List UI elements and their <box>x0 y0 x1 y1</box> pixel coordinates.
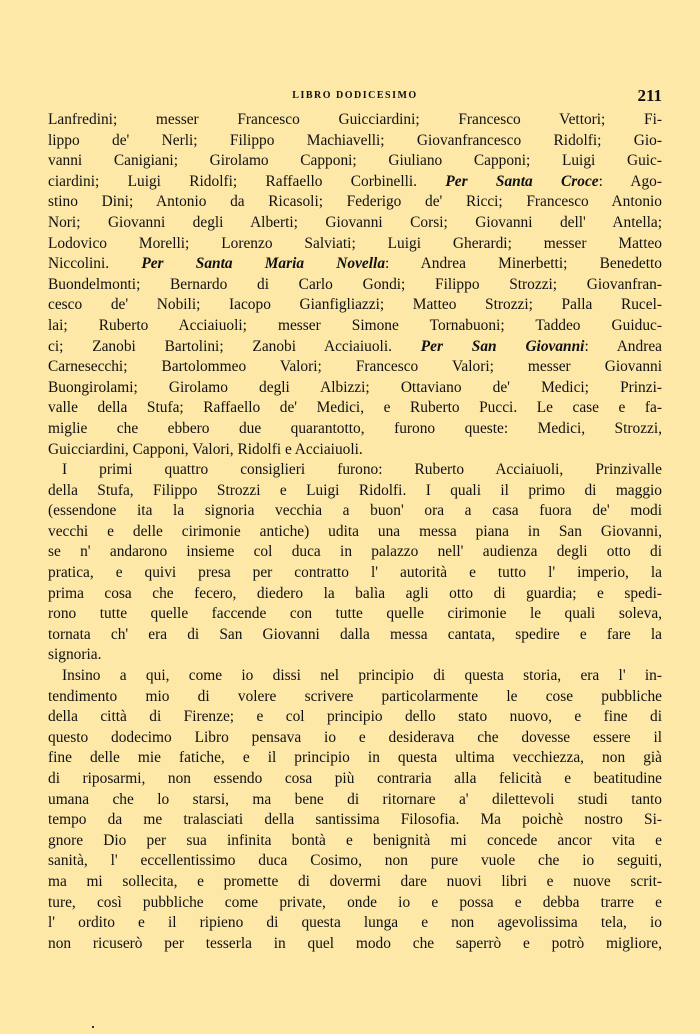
text-line: Buondelmonti; Bernardo di Carlo Gondi; Filippo Strozzi; Giovanfran- <box>48 275 662 293</box>
text-line: della Stufa, Filippo Strozzi e Luigi Ridolfi. I quali il primo di maggio <box>48 481 662 499</box>
text-segment: : Ago- <box>598 172 662 190</box>
text-line: stino Dini; Antonio da Ricasoli; Federigo de' Ricci; Francesco Antonio <box>48 193 662 211</box>
running-head <box>48 86 662 108</box>
text-line: Carnesecchi; Bartolommeo Valori; Francesco Valori; messer Giovanni <box>48 358 662 376</box>
text-segment: ci; Zanobi Bartolini; Zanobi Acciaiuoli. <box>48 337 421 355</box>
text-line: I primi quattro consiglieri furono: Ruberto Acciaiuoli, Prinzivalle <box>62 461 662 479</box>
text-line: di riposarmi, non essendo cosa più contraria alla felicità e beatitudine <box>48 770 662 787</box>
text-line <box>48 172 662 193</box>
text-line: umana che lo starsi, ma bene di ritornare a' dilettevoli studi tanto <box>48 790 662 808</box>
text-line: ture, così pubbliche come private, onde io e possa e debba trarre e <box>48 893 662 911</box>
text-line: tornata ch' era di San Giovanni dalla messa cantata, spedire e fare la <box>48 625 662 643</box>
text-line <box>48 337 662 358</box>
page-number: 211 <box>637 86 662 105</box>
text-line: rono tutte quelle faccende con tutte quelle cirimonie le quali soleva, <box>48 605 662 623</box>
text-line: gnore Dio per sua infinita bontà e benignità mi concede ancor vita e <box>48 831 662 849</box>
text-line: sanità, l' eccellentissimo duca Cosimo, non pure vuole che io seguiti, <box>48 852 662 870</box>
text-line: non ricuserò per tesserla in quel modo che saperrò e potrò migliore, <box>48 934 662 952</box>
church-heading: Per San Giovanni <box>420 337 585 355</box>
book-page <box>48 86 662 954</box>
text-segment: Niccolini. <box>48 255 142 273</box>
text-line: se n' andarono insieme col duca in palazzo nell' audienza degli otto di <box>48 543 662 561</box>
text-line: tempo da me tralasciati della santissima Filosofia. Ma poichè nostro Si- <box>48 811 662 829</box>
church-heading: Per Santa Maria Novella <box>141 255 386 273</box>
text-line: questo dodecimo Libro pensava io e desiderava che dovesse essere il <box>48 728 662 746</box>
text-line: della città di Firenze; e col principio dello stato nuovo, e fine di <box>48 708 662 726</box>
text-line: cesco de' Nobili; Iacopo Gianfigliazzi; Matteo Strozzi; Palla Rucel- <box>48 296 662 314</box>
text-line: pratica, e quivi presa per contratto l' autorità e tutto l' imperio, la <box>48 564 662 582</box>
text-line: signoria. <box>48 646 102 664</box>
text-line: valle della Stufa; Raffaello de' Medici, e Ruberto Pucci. Le case e fa- <box>48 399 662 417</box>
text-line: ma mi sollecita, e promette di dovermi dare nuovi libri e nuove scrit- <box>48 872 662 890</box>
text-line: vanni Canigiani; Girolamo Capponi; Giuliano Capponi; Luigi Guic- <box>48 152 662 170</box>
text-line: Insino a qui, come io dissi nel principio di questa storia, era l' in- <box>62 667 662 685</box>
text-line: tendimento mio di volere scrivere particolarmente le cose pubbliche <box>48 687 662 705</box>
text-line: Lodovico Morelli; Lorenzo Salviati; Luigi Gherardi; messer Matteo <box>48 234 662 252</box>
text-line: prima cosa che fecero, diedero la balìa agli otto di guardia; e spedi- <box>48 584 662 602</box>
text-line: lai; Ruberto Acciaiuoli; messer Simone Tornabuoni; Taddeo Guiduc- <box>48 316 662 334</box>
text-line: Lanfredini; messer Francesco Guicciardini; Francesco Vettori; Fi- <box>48 111 662 128</box>
text-line: lippo de' Nerli; Filippo Machiavelli; Giovanfrancesco Ridolfi; Gio- <box>48 131 662 149</box>
text-line: (essendone ita la signoria vecchia a buon' ora a casa fuora de' modi <box>48 502 662 520</box>
running-title: LIBRO DODICESIMO <box>292 90 418 101</box>
text-line: vecchi e delle cirimonie antiche) udita una messa piana in San Giovanni, <box>48 522 662 540</box>
text-line: l' ordito e il ripieno di questa lunga e non agevolissima tela, io <box>48 914 662 932</box>
text-segment: ciardini; Luigi Ridolfi; Raffaello Corbinelli. <box>48 172 446 190</box>
text-segment: : Andrea Minerbetti; Benedetto <box>385 255 662 273</box>
text-line: Buongirolami; Girolamo degli Albizzi; Ottaviano de' Medici; Prinzi- <box>48 378 662 396</box>
text-line <box>48 254 662 275</box>
print-speck <box>92 1026 94 1028</box>
text-line: Guicciardini, Capponi, Valori, Ridolfi e Acciaiuoli. <box>48 440 363 458</box>
text-line: fine delle mie fatiche, e il principio in questa ultima vecchiezza, non già <box>48 749 662 767</box>
text-line: Nori; Giovanni degli Alberti; Giovanni Corsi; Giovanni dell' Antella; <box>48 213 662 231</box>
text-segment: : Andrea <box>584 337 662 355</box>
body-text <box>48 110 662 954</box>
church-heading: Per Santa Croce <box>445 172 599 190</box>
text-line: miglie che ebbero due quarantotto, furono queste: Medici, Strozzi, <box>48 419 662 437</box>
